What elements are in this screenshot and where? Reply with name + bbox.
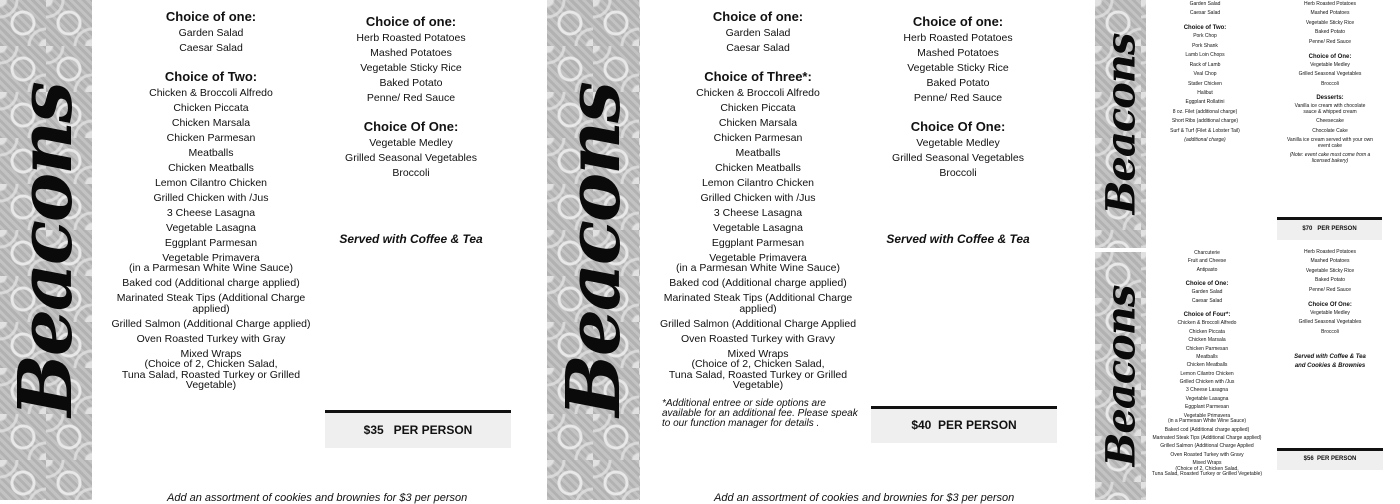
footer-note: Add an assortment of cookies and brownies for $3 per person bbox=[714, 492, 1015, 504]
menu-item: Eggplant Parmesan bbox=[1185, 404, 1229, 411]
additional-options-note: *Additional entree or side options are available for an additional fee. Please speak to our function manager for details . bbox=[662, 398, 858, 429]
menu-heading: Choice of one: bbox=[912, 14, 1004, 29]
served-with-text: Served with Coffee & Tea bbox=[886, 232, 1030, 246]
decorative-strip bbox=[0, 0, 92, 500]
menu-item: Chicken & Broccoli Alfredo bbox=[149, 86, 273, 99]
served-with-text: Served with Coffee & Tea and Cookies & Brownies bbox=[1294, 354, 1366, 369]
menu-item: Mashed Potatoes bbox=[370, 47, 452, 59]
menu-heading: Choice of Three*: bbox=[704, 68, 812, 84]
menu-heading: Choice of one: bbox=[712, 9, 804, 24]
menu-column-sides-desserts bbox=[1265, 2, 1395, 168]
menu-item: Penne/ Red Sauce bbox=[1309, 38, 1351, 45]
menu-item: 3 Cheese Lasagna bbox=[713, 206, 803, 219]
menu-item: Caesar Salad bbox=[1191, 297, 1223, 304]
price-box: $35 PER PERSON bbox=[325, 410, 511, 448]
menu-column-sides bbox=[858, 14, 1058, 183]
menu-item: Herb Roasted Potatoes bbox=[903, 32, 1013, 44]
menu-item: Grilled Seasonal Vegetables bbox=[1298, 71, 1362, 78]
menu-item: (Note: event cake must come from a licensed bakery) bbox=[1289, 152, 1371, 164]
menu-item: 8 oz. Filet (additional charge) bbox=[1172, 108, 1238, 115]
menu-item: Rack of Lamb bbox=[1189, 61, 1221, 68]
menu-item: Grilled Salmon (Additional Charge Applied bbox=[1160, 443, 1254, 450]
menu-item: Mixed Wraps (Choice of 2, Chicken Salad, Tuna Salad, Roasted Turkey or Grilled Vegetable) bbox=[1151, 460, 1263, 478]
menu-item: Vegetable Sticky Rice bbox=[907, 62, 1009, 74]
menu-item: Chicken Meatballs bbox=[1186, 362, 1228, 369]
menu-column-sides bbox=[1265, 250, 1395, 339]
menu-item: Chicken Piccata bbox=[720, 101, 796, 114]
menu-item: Baked cod (Additional charge applied) bbox=[122, 277, 300, 289]
menu-item: Broccoli bbox=[392, 166, 430, 179]
menu-item: Chicken Marsala bbox=[718, 116, 798, 129]
menu-heading: Choice of one: bbox=[365, 14, 457, 29]
menu-item: Oven Roasted Turkey with Gravy bbox=[680, 332, 836, 345]
menu-heading: Choice Of One: bbox=[363, 118, 459, 134]
menu-item: Vegetable Primavera (in a Parmesan White Wine Sauce) bbox=[129, 251, 293, 274]
menu-item: Mashed Potatoes bbox=[917, 47, 999, 59]
menu-item: Grilled Seasonal Vegetables bbox=[1298, 319, 1362, 326]
menu-item: Mixed Wraps (Choice of 2, Chicken Salad, Tuna Salad, Roasted Turkey or Grilled Vegetable) bbox=[668, 347, 848, 391]
menu-item: Garden Salad bbox=[1189, 1, 1221, 7]
menu-item: Vegetable Primavera (in a Parmesan White Wine Sauce) bbox=[676, 251, 840, 274]
menu-item: Penne/ Red Sauce bbox=[1309, 286, 1351, 293]
menu-heading: Choice of One: bbox=[1185, 281, 1229, 288]
menu-item: Broccoli bbox=[939, 166, 977, 179]
menu-item: Baked cod (Additional charge applied) bbox=[1164, 426, 1250, 433]
menu-item: Chicken Meatballs bbox=[715, 161, 801, 174]
menu-item: Chicken Parmesan bbox=[713, 131, 803, 144]
menu-item: Caesar Salad bbox=[726, 42, 790, 54]
menu-item: Mashed Potatoes bbox=[1310, 10, 1350, 17]
menu-item: Lemon Cilantro Chicken bbox=[701, 176, 815, 189]
menu-heading: Choice of one: bbox=[165, 9, 257, 24]
menu-item: Chicken Meatballs bbox=[168, 161, 254, 174]
menu-item: Vegetable Sticky Rice bbox=[360, 62, 462, 74]
menu-item: Baked Potato bbox=[379, 77, 443, 89]
menu-item: Marinated Steak Tips (Additional Charge applied) bbox=[663, 292, 853, 315]
menu-column-entrees bbox=[647, 9, 869, 395]
menu-item: Vegetable Sticky Rice bbox=[1305, 267, 1355, 274]
menu-item: Pork Shank bbox=[1192, 42, 1218, 49]
menu-item: Baked Potato bbox=[926, 77, 990, 89]
menu-column-entrees bbox=[1150, 2, 1260, 148]
menu-item: Eggplant Rollatini bbox=[1185, 99, 1225, 106]
menu-item: Vegetable Lasagna bbox=[166, 221, 256, 234]
menu-item: Meatballs bbox=[735, 146, 781, 159]
menu-item: Chicken Parmesan bbox=[1185, 345, 1229, 352]
menu-item: Chicken Parmesan bbox=[166, 131, 256, 144]
menu-item: Garden Salad bbox=[1191, 289, 1223, 296]
menu-item: Lemon Cilantro Chicken bbox=[1180, 370, 1234, 377]
menu-item: Eggplant Parmesan bbox=[164, 236, 258, 249]
menu-item: Veal Chop bbox=[1193, 71, 1217, 78]
menu-item: Mixed Wraps (Choice of 2, Chicken Salad, Tuna Salad, Roasted Turkey or Grilled Vegetable) bbox=[121, 347, 301, 391]
menu-item: 3 Cheese Lasagna bbox=[1186, 387, 1228, 394]
decorative-strip bbox=[547, 0, 640, 500]
menu-item: Lamb Loin Chops bbox=[1185, 52, 1225, 59]
menu-item: Eggplant Parmesan bbox=[711, 236, 805, 249]
beacons-logo: Beacons bbox=[3, 83, 89, 417]
menu-item: Chicken Marsala bbox=[171, 116, 251, 129]
menu-item: Fruit and Cheese bbox=[1187, 258, 1227, 265]
menu-item: Short Ribs (additional charge) bbox=[1171, 118, 1239, 125]
menu-item: Halibut bbox=[1197, 89, 1213, 96]
menu-heading: Choice of Two: bbox=[164, 68, 258, 84]
menu-item: Grilled Salmon (Additional Charge Applied bbox=[659, 317, 857, 330]
menu-heading: Choice of Two: bbox=[1183, 25, 1227, 32]
menu-item: Grilled Salmon (Additional Charge applied) bbox=[111, 317, 311, 330]
menu-heading: Desserts: bbox=[1316, 95, 1344, 102]
beacons-logo: Beacons bbox=[550, 83, 637, 417]
menu-item: Grilled Seasonal Vegetables bbox=[345, 151, 477, 164]
menu-heading: Choice Of One: bbox=[910, 118, 1006, 134]
menu-item: Marinated Steak Tips (Additional Charge applied) bbox=[116, 292, 306, 315]
menu-heading: Choice of Four*: bbox=[1183, 312, 1231, 319]
menu-item: Broccoli bbox=[1321, 80, 1339, 87]
menu-item: Vegetable Lasagna bbox=[713, 221, 803, 234]
menu-item: Baked Potato bbox=[1314, 277, 1346, 284]
menu-item: Broccoli bbox=[1321, 328, 1339, 335]
menu-item: Antipasto bbox=[1196, 266, 1218, 273]
price-box: $56 PER PERSON bbox=[1277, 448, 1383, 470]
menu-item: Baked cod (Additional charge applied) bbox=[669, 277, 847, 289]
menu-item: Chocolate Cake bbox=[1312, 127, 1348, 134]
menu-item: Cheesecake bbox=[1316, 118, 1344, 125]
menu-item: Oven Roasted Turkey with Gray bbox=[136, 332, 286, 345]
menu-item: Vanilla ice cream served with your own event cake bbox=[1286, 137, 1374, 149]
menu-item: Baked Potato bbox=[1314, 29, 1346, 36]
menu-item: Vegetable Medley bbox=[369, 136, 453, 149]
menu-item: Garden Salad bbox=[178, 27, 244, 39]
menu-item: Meatballs bbox=[1196, 353, 1218, 360]
menu-item: Surf & Turf (Filet & Lobster Tail) bbox=[1170, 127, 1240, 134]
menu-item: Grilled Chicken with /Jus bbox=[700, 191, 816, 204]
menu-column-entrees bbox=[100, 9, 322, 395]
menu-item: Marinated Steak Tips (Additional Charge applied) bbox=[1152, 435, 1262, 442]
decorative-strip bbox=[1095, 252, 1146, 500]
menu-item: Vegetable Primavera (in a Parmesan White Wine Sauce) bbox=[1167, 412, 1247, 425]
menu-item: Herb Roasted Potatoes bbox=[1304, 249, 1356, 255]
menu-item: Vanilla ice cream with chocolate sauce & whipped cream bbox=[1294, 103, 1366, 115]
menu-item: Caesar Salad bbox=[179, 42, 243, 54]
beacons-logo: Beacons bbox=[1097, 285, 1144, 467]
menu-item: Penne/ Red Sauce bbox=[913, 92, 1003, 104]
menu-item: Pork Chop bbox=[1193, 33, 1217, 40]
served-with-text: Served with Coffee & Tea bbox=[339, 232, 483, 246]
menu-item: Chicken & Broccoli Alfredo bbox=[1177, 320, 1237, 327]
menu-item: Statler Chicken bbox=[1188, 80, 1222, 87]
menu-item: 3 Cheese Lasagna bbox=[166, 206, 256, 219]
menu-column-sides bbox=[311, 14, 511, 183]
menu-item: Charcuterie bbox=[1194, 250, 1220, 256]
menu-item: Chicken Marsala bbox=[1188, 337, 1226, 344]
menu-column-entrees bbox=[1148, 251, 1266, 481]
decorative-strip bbox=[1095, 0, 1146, 248]
menu-item: Vegetable Lasagna bbox=[1185, 395, 1229, 402]
menu-item: Grilled Chicken with /Jus bbox=[153, 191, 269, 204]
menu-item: Chicken & Broccoli Alfredo bbox=[696, 86, 820, 99]
menu-item: Chicken Piccata bbox=[1189, 328, 1225, 335]
menu-item: Lemon Cilantro Chicken bbox=[154, 176, 268, 189]
menu-item: Mashed Potatoes bbox=[1310, 258, 1350, 265]
menu-item: Herb Roasted Potatoes bbox=[356, 32, 466, 44]
menu-item: Vegetable Medley bbox=[916, 136, 1000, 149]
menu-item: Garden Salad bbox=[725, 27, 791, 39]
price-box: $40 PER PERSON bbox=[871, 406, 1057, 443]
beacons-logo: Beacons bbox=[1097, 33, 1144, 215]
menu-item: Vegetable Sticky Rice bbox=[1305, 19, 1355, 26]
menu-item: Oven Roasted Turkey with Gravy bbox=[1170, 451, 1244, 458]
menu-item: Grilled Chicken with /Jus bbox=[1179, 379, 1235, 386]
menu-item: Herb Roasted Potatoes bbox=[1304, 1, 1356, 7]
menu-item: Penne/ Red Sauce bbox=[366, 92, 456, 104]
menu-item: Grilled Seasonal Vegetables bbox=[892, 151, 1024, 164]
menu-item: Chicken Piccata bbox=[173, 101, 249, 114]
price-box: $70 PER PERSON bbox=[1277, 217, 1382, 240]
menu-heading: Choice Of One: bbox=[1308, 301, 1352, 308]
footer-note: Add an assortment of cookies and brownies for $3 per person bbox=[167, 492, 468, 504]
menu-item: Caesar Salad bbox=[1189, 10, 1221, 17]
menu-heading: Choice of One: bbox=[1308, 53, 1352, 60]
menu-item: (additional charge) bbox=[1184, 137, 1226, 144]
menu-item: Vegetable Medley bbox=[1310, 309, 1350, 316]
menu-item: Vegetable Medley bbox=[1310, 61, 1350, 68]
menu-item: Meatballs bbox=[188, 146, 234, 159]
